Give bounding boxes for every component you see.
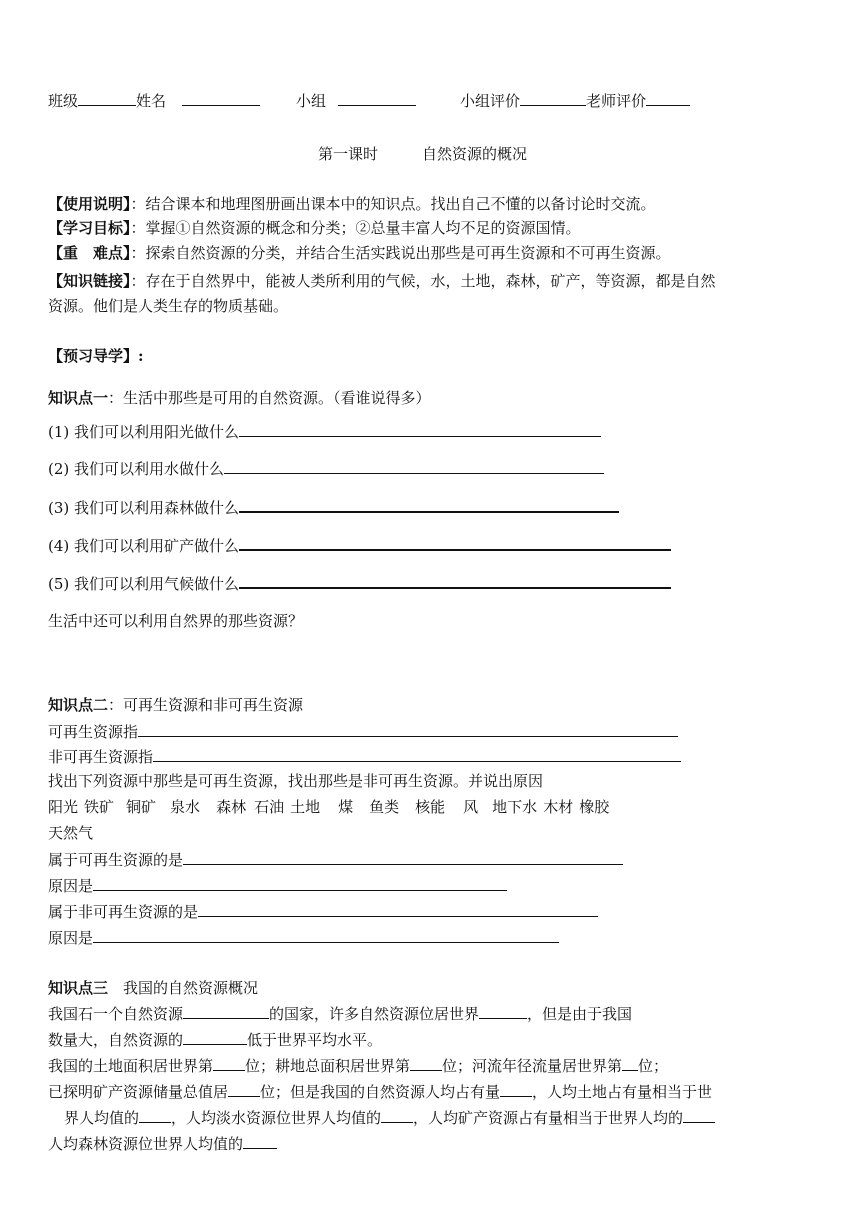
goal-text: ：掌握①自然资源的概念和分类；②总量丰富人均不足的资源国情。 xyxy=(130,219,581,237)
class-label: 班级 xyxy=(48,92,79,110)
p3-text: 位；河流年径流量居世界第 xyxy=(442,1057,623,1075)
group-label: 小组 xyxy=(296,92,327,110)
p3-text: 界人均值的 xyxy=(64,1109,140,1127)
page-title xyxy=(318,144,527,164)
question-5-text: (5) 我们可以利用气候做什么 xyxy=(48,575,240,593)
resource-list-line-2: 天然气 xyxy=(48,824,94,842)
question-1 xyxy=(48,421,601,442)
answer-4-field[interactable] xyxy=(239,534,671,551)
nonrenewable-answer-field[interactable] xyxy=(198,901,598,917)
resource-item: 煤 xyxy=(338,798,354,816)
link-text-2: 资源。他们是人类生存的物质基础。 xyxy=(48,297,289,315)
p3-text: ，人均淡水资源位世界人均值的 xyxy=(171,1109,382,1127)
point2-label: 知识点二 xyxy=(48,696,109,714)
link-text: ：存在于自然界中，能被人类所利用的气候，水，土地，森林，矿产，等资源，都是自然 xyxy=(130,272,716,290)
point3-line-5 xyxy=(64,1107,715,1128)
name-label: 姓名 xyxy=(136,92,167,110)
point3-label: 知识点三 xyxy=(48,979,109,997)
key-label: 【重 难点】 xyxy=(48,244,131,262)
p3-text: 低于世界平均水平。 xyxy=(247,1031,383,1049)
resource-item: 橡胶 xyxy=(579,798,610,816)
topic-label: 自然资源的概况 xyxy=(422,145,528,163)
answer-2-field[interactable] xyxy=(224,458,604,474)
point3-line-4 xyxy=(48,1081,712,1102)
question-3-text: (3) 我们可以利用森林做什么 xyxy=(48,499,240,517)
renewable-def-line xyxy=(48,721,678,742)
teacher-eval-field[interactable] xyxy=(646,90,690,106)
renewable-answer-field[interactable] xyxy=(183,849,623,865)
question-4 xyxy=(48,534,671,556)
p3-blank[interactable] xyxy=(183,1029,247,1045)
p3-text: 位；但是我国的自然资源人均占有量 xyxy=(260,1083,501,1101)
link-line xyxy=(48,271,716,291)
usage-text: ：结合课本和地理图册画出课本中的知识点。找出自己不懂的以备讨论时交流。 xyxy=(130,195,656,213)
renewable-answer-line xyxy=(48,849,623,870)
p3-text: ，人均矿产资源占有量相当于世界人均的 xyxy=(413,1109,684,1127)
group-eval-label: 小组评价 xyxy=(460,92,521,110)
point1-label: 知识点一 xyxy=(48,389,109,407)
renewable-q-label: 属于可再生资源的是 xyxy=(48,851,184,869)
resource-item: 土地 xyxy=(290,798,321,816)
key-text: ：探索自然资源的分类，并结合生活实践说出那些是可再生资源和不可再生资源。 xyxy=(130,244,671,262)
resource-item: 风 xyxy=(463,798,479,816)
link-line-2 xyxy=(48,296,288,316)
goal-line xyxy=(48,218,581,238)
point1-heading xyxy=(48,388,431,408)
renewable-def-field[interactable] xyxy=(138,721,678,737)
preview-heading: 【预习导学】: xyxy=(48,347,144,365)
p3-text: ，但是由于我国 xyxy=(527,1005,633,1023)
point1-text: ：生活中那些是可用的自然资源。（看谁说得多） xyxy=(108,389,431,407)
nonrenewable-answer-line xyxy=(48,901,598,922)
point2-instruction: 找出下列资源中那些是可再生资源，找出那些是非可再生资源。并说出原因 xyxy=(48,772,544,790)
p3-blank[interactable] xyxy=(479,1003,527,1019)
resource-item: 铜矿 xyxy=(126,798,157,816)
p3-text: 我国石一个自然资源 xyxy=(48,1005,184,1023)
p3-text: ，人均土地占有量相当于世 xyxy=(532,1083,713,1101)
p3-blank[interactable] xyxy=(381,1107,413,1123)
key-line xyxy=(48,243,671,263)
resource-item: 鱼类 xyxy=(369,798,400,816)
p3-text: 数量大，自然资源的 xyxy=(48,1031,184,1049)
resource-item: 木材 xyxy=(543,798,574,816)
resource-item: 石油 xyxy=(254,798,285,816)
point3-line-6 xyxy=(48,1133,277,1154)
question-5 xyxy=(48,572,671,594)
point3-text: 我国的自然资源概况 xyxy=(108,979,259,997)
resource-item: 森林 xyxy=(216,798,247,816)
point3-line-2 xyxy=(48,1029,382,1050)
resource-list xyxy=(48,797,609,817)
link-label: 【知识链接】 xyxy=(48,272,131,290)
p3-blank[interactable] xyxy=(243,1133,277,1149)
reason2-label: 原因是 xyxy=(48,929,94,947)
p3-blank[interactable] xyxy=(139,1107,171,1123)
p3-text: 位； xyxy=(638,1057,669,1075)
group-eval-field[interactable] xyxy=(520,90,586,106)
p3-text: 我国的土地面积居世界第 xyxy=(48,1057,214,1075)
name-field[interactable] xyxy=(182,90,260,106)
p3-blank[interactable] xyxy=(183,1003,269,1019)
group-field[interactable] xyxy=(338,90,416,106)
p3-blank[interactable] xyxy=(622,1055,638,1071)
resource-item: 地下水 xyxy=(492,798,538,816)
point1-extra: 生活中还可以利用自然界的那些资源？ xyxy=(48,612,304,630)
point3-heading xyxy=(48,978,258,998)
nonrenewable-def-label: 非可再生资源指 xyxy=(48,748,154,766)
header-line xyxy=(48,90,690,111)
question-3 xyxy=(48,496,619,518)
resource-item: 核能 xyxy=(415,798,446,816)
p3-text: 人均森林资源位世界人均值的 xyxy=(48,1135,244,1153)
lesson-label: 第一课时 xyxy=(318,145,379,163)
question-4-text: (4) 我们可以利用矿产做什么 xyxy=(48,537,240,555)
teacher-eval-label: 老师评价 xyxy=(586,92,647,110)
p3-blank[interactable] xyxy=(228,1081,260,1097)
goal-label: 【学习目标】 xyxy=(48,219,131,237)
answer-5-field[interactable] xyxy=(239,572,671,589)
p3-text: 的国家，许多自然资源位居世界 xyxy=(269,1005,480,1023)
point3-line-3 xyxy=(48,1055,668,1076)
point2-text: ：可再生资源和非可再生资源 xyxy=(108,696,304,714)
resource-item: 阳光 xyxy=(48,798,79,816)
p3-blank[interactable] xyxy=(500,1081,532,1097)
resource-item: 铁矿 xyxy=(84,798,115,816)
nonrenewable-def-field[interactable] xyxy=(153,746,681,762)
p3-text: 已探明矿产资源储量总值居 xyxy=(48,1083,229,1101)
p3-text: 位；耕地总面积居世界第 xyxy=(245,1057,411,1075)
reason1-label: 原因是 xyxy=(48,877,94,895)
class-field[interactable] xyxy=(78,90,136,106)
reason2-line xyxy=(48,927,559,948)
resource-item: 泉水 xyxy=(170,798,201,816)
usage-line xyxy=(48,194,656,214)
p3-blank[interactable] xyxy=(410,1055,442,1071)
point3-line-1 xyxy=(48,1003,632,1024)
question-2 xyxy=(48,458,604,479)
question-1-text: (1) 我们可以利用阳光做什么 xyxy=(48,423,240,441)
p3-blank[interactable] xyxy=(683,1107,715,1123)
question-2-text: (2) 我们可以利用水做什么 xyxy=(48,460,225,478)
usage-label: 【使用说明】 xyxy=(48,195,131,213)
reason2-field[interactable] xyxy=(93,927,559,943)
reason1-line xyxy=(48,875,507,896)
point2-heading xyxy=(48,695,303,715)
reason1-field[interactable] xyxy=(93,875,507,891)
renewable-def-label: 可再生资源指 xyxy=(48,723,139,741)
p3-blank[interactable] xyxy=(213,1055,245,1071)
nonrenewable-def-line xyxy=(48,746,681,767)
nonrenewable-q-label: 属于非可再生资源的是 xyxy=(48,903,199,921)
answer-3-field[interactable] xyxy=(239,496,619,513)
answer-1-field[interactable] xyxy=(239,421,601,437)
